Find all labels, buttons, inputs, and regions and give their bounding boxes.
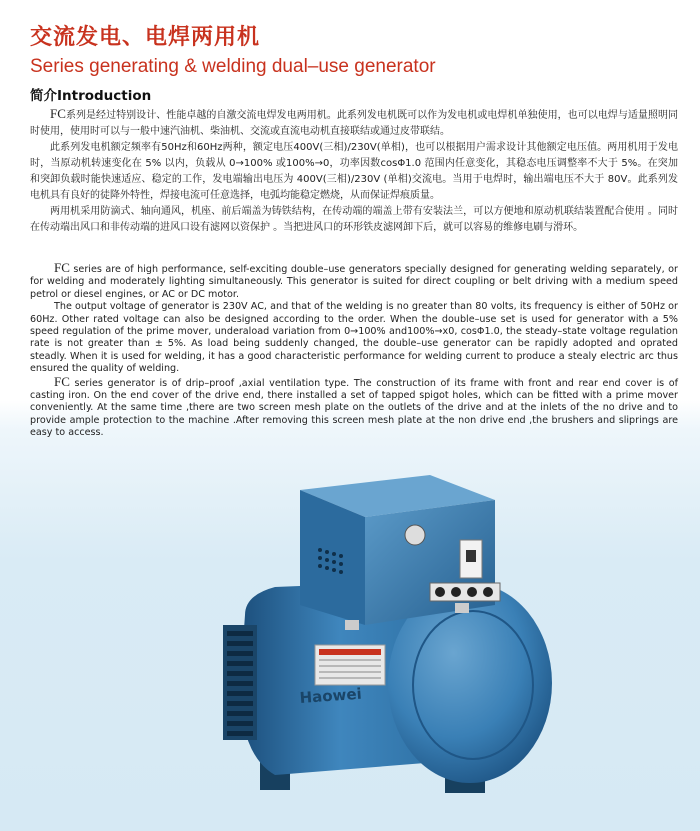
cn-paragraph-text: 两用机采用防滴式、轴向通风，机座、前后端盖为铸铁结构，在传动端的端盖上带有安装法兰，可以方便地和原动机联结装置配合使用 。同时在传动端出风口和非传动端的进风口设有滤网以资保护 。当把进风口的环形铁皮滤网卸下后，就可以容易的维修电刷与滑环。	[30, 206, 678, 233]
cn-paragraph-3	[30, 204, 678, 236]
vent-grille	[223, 625, 257, 740]
series-code: FC	[54, 373, 70, 389]
page-title-chinese: 交流发电、电焊两用机	[30, 25, 261, 50]
generator-product-image	[205, 455, 565, 815]
series-code: FC	[54, 260, 70, 275]
cn-paragraph-2	[30, 140, 678, 204]
en-paragraph-2	[30, 301, 678, 375]
en-paragraph-text: series are of high performance, self-exciting double–use generators specially designed for generating welding separately, or for welding and moderately lighting simultaneously. This generator is suited for direct coupling or belt driving with a medium speed petrol or diesel engines, or AC or DC motor.	[30, 264, 678, 300]
series-code: FC	[50, 106, 66, 121]
cn-paragraph-text: 此系列发电机额定频率有50Hz和60Hz两种，额定电压400V(三相)/230V(单相)，也可以根据用户需求设计其他额定电压值。两用机用于发电时，当原动机转速变化在 5% 以内，负载从 0→100% 或100%→0，功率因数cosΦ1.0 范围内任意变化，其稳态电压调整率不大于 5%。在突加和突卸负载时能快速适应、稳定的工作，发电端输出电压为 400V(三相)/230V (单相)交流电。当用于电焊时，输出端电压不大于 80V。此系列发电机具有良好的徒降外特性，焊接电流可任意选择，电弧均能稳定燃烧，从而保证焊痕质量。	[30, 142, 678, 201]
cn-paragraph-text: 系列是经过特别设计、性能卓越的自激交流电焊发电两用机。此系列发电机既可以作为发电机或电焊机单独使用，也可以电焊与适量照明同时使用，使用时可以与一般中速汽油机、柴油机、交流或直流电动机直接联结或通过皮带联结。	[30, 110, 678, 137]
en-paragraph-text: The output voltage of generator is 230V AC, and that of the welding is no greater than 80 volts, its frequency is either of 50Hz or 60Hz. Other rated voltage can also be designed according to the order. When the double–use set is used for generator with a 5% speed regulation of the prime mover, underaload variation from 0→100% and100%→x0, cosΦ1.0, the steady–state voltage regulation rate is not greater than ± 5%. As load being suddenly changed, the double–use generator can be rapidly adopted and oprated steadly. When it is used for welding, it has a good characteristic performance for welding current to produce a stealy electric arc thus ensured the quality of welding.	[30, 301, 678, 375]
page-title-english: Series generating & welding dual–use generator	[30, 56, 436, 77]
en-paragraph-3	[30, 373, 678, 440]
en-paragraph-1	[30, 262, 678, 301]
introduction-heading: 简介Introduction	[30, 88, 152, 104]
name-plate-header	[319, 649, 381, 655]
brand-embossing: Haowei	[299, 684, 363, 707]
output-terminals	[430, 583, 500, 601]
cn-paragraph-1	[30, 106, 678, 140]
breaker-switch	[466, 550, 476, 562]
english-description	[30, 262, 678, 440]
regulator-knob	[405, 525, 425, 545]
chinese-description	[30, 106, 678, 236]
en-paragraph-text: series generator is of drip–proof ,axial ventilation type. The construction of its frame with front and rear end cover is of casting iron. On the end cover of the drive end, there installed a set of tapped spigot holes, which can be fitted with a prime mover conveniently. At the same time ,there are two screen mesh plate on the outlets of the drive and at the inlets of the no drive and to provide ample protection to the machine .After removing this screen mesh plate at the non drive end ,the brushers and sliprings are easy to access.	[30, 377, 678, 439]
